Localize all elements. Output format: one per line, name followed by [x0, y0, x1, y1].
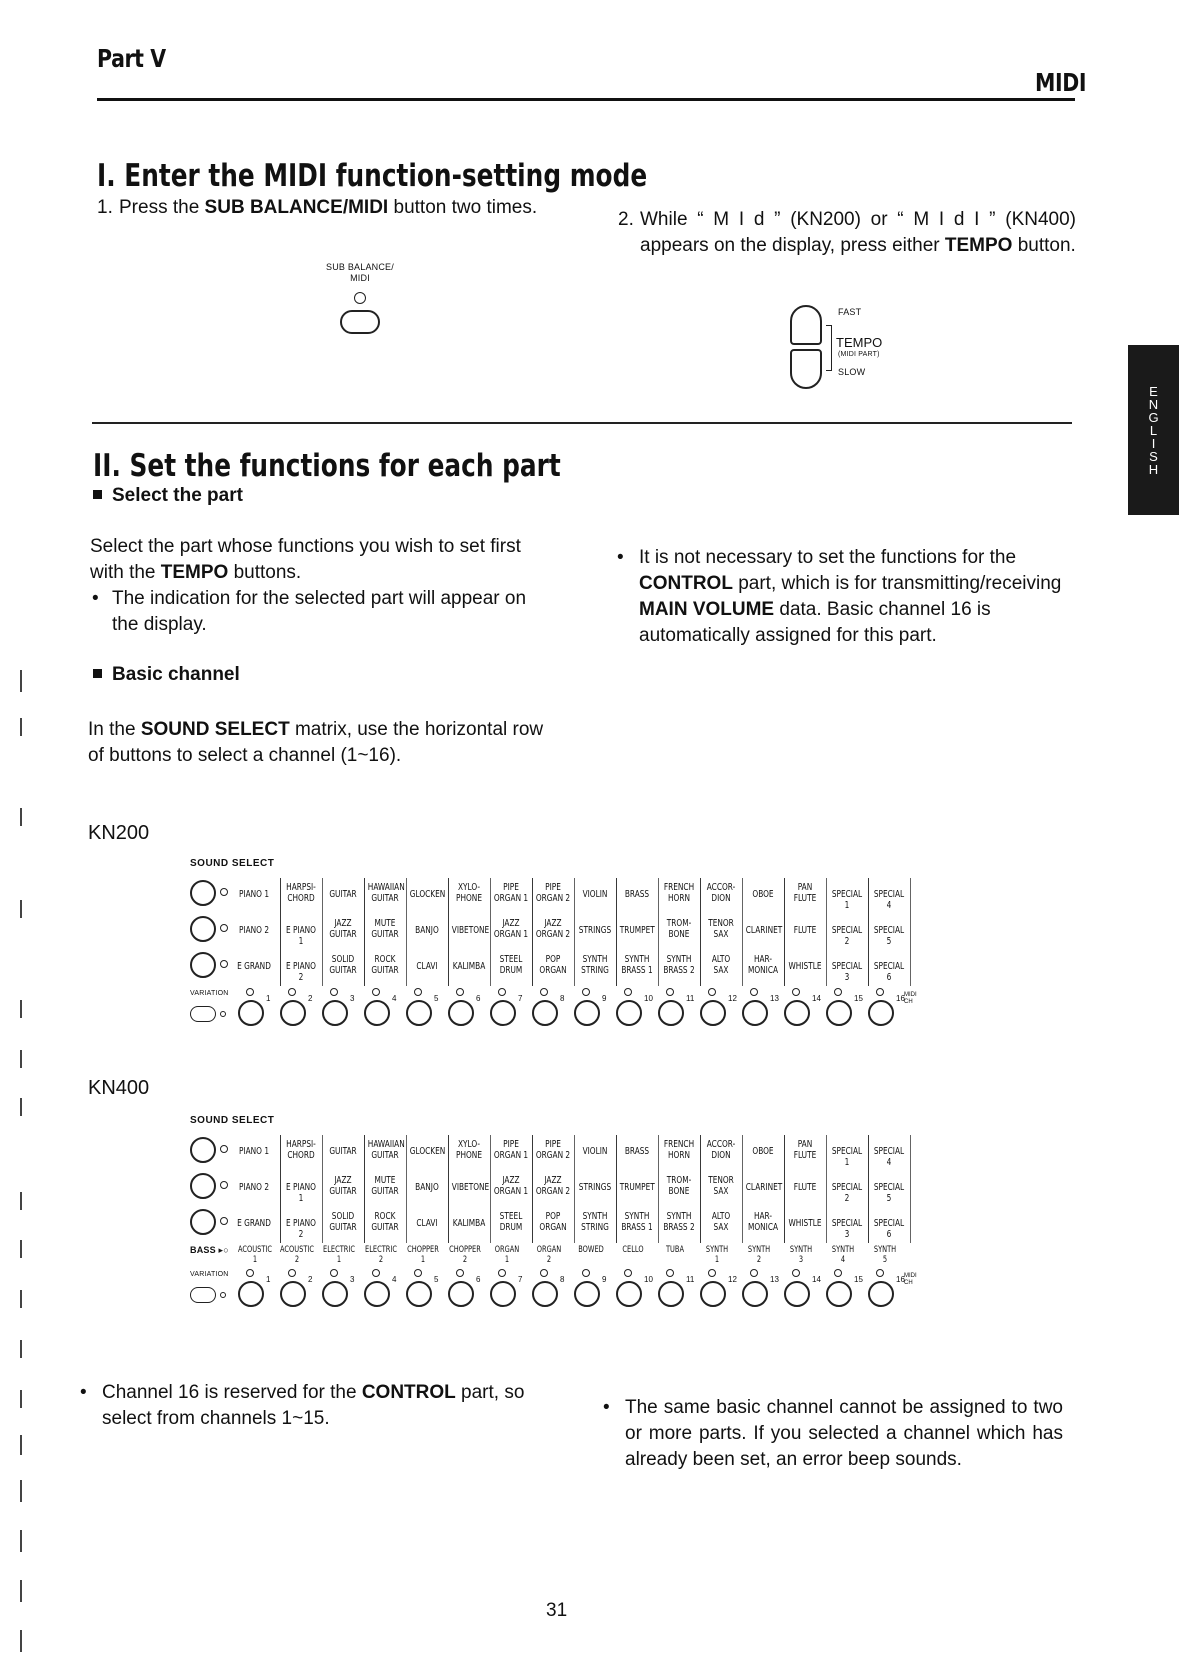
tempo-button-diagram: FAST TEMPO (MIDI PART) SLOW: [790, 305, 930, 400]
bass-voice-label: ORGAN 1: [494, 1245, 520, 1265]
channel-button[interactable]: [406, 1281, 432, 1307]
section-label: MIDI: [1035, 68, 1087, 97]
column-divider: [616, 878, 617, 986]
tempo-slow-button[interactable]: [790, 349, 822, 389]
voice-label: JAZZ GUITAR: [329, 1175, 357, 1197]
channel-led-icon: [288, 1269, 296, 1277]
voice-label: KALIMBA: [452, 1218, 486, 1229]
variation-button[interactable]: [190, 1006, 216, 1022]
side-tab-letter: E: [1149, 384, 1158, 399]
voice-label: MUTE GUITAR: [371, 1175, 399, 1197]
row-voice-label: PIANO 2: [238, 1182, 270, 1193]
side-tab-letter: L: [1149, 423, 1158, 438]
column-divider: [448, 1135, 449, 1243]
voice-label: PAN FLUTE: [793, 882, 817, 904]
channel-button[interactable]: [532, 1000, 558, 1026]
sound-select-label: SOUND SELECT: [190, 858, 275, 869]
channel-led-icon: [414, 988, 422, 996]
channel-button[interactable]: [490, 1000, 516, 1026]
part-label: Part V: [97, 44, 166, 73]
section1-title: I. Enter the MIDI function-setting mode: [97, 158, 648, 194]
channel-button[interactable]: [826, 1281, 852, 1307]
channel-number: 6: [476, 994, 481, 1003]
column-divider: [658, 1135, 659, 1243]
voice-label: SPECIAL 5: [873, 1182, 905, 1204]
voice-label: STEEL DRUM: [499, 954, 523, 976]
variation-led-icon: [220, 1011, 226, 1017]
voice-label: BANJO: [415, 925, 439, 936]
column-divider: [406, 1135, 407, 1243]
voice-label: ALTO SAX: [711, 1211, 731, 1233]
voice-label: SYNTH STRING: [581, 1211, 609, 1233]
side-tab-letter: S: [1149, 449, 1158, 464]
bass-voice-label: CHOPPER 2: [449, 1245, 481, 1265]
channel-led-icon: [456, 1269, 464, 1277]
row-led-icon: [220, 888, 228, 896]
row-led-icon: [220, 1181, 228, 1189]
page-number: 31: [546, 1600, 568, 1621]
channel-button[interactable]: [280, 1000, 306, 1026]
voice-label: PAN FLUTE: [793, 1139, 817, 1161]
channel-number: 16: [896, 994, 905, 1003]
bass-voice-label: SYNTH 5: [873, 1245, 897, 1265]
voice-label: PIPE ORGAN 1: [493, 882, 529, 904]
voice-label: ACCOR- DION: [706, 1139, 736, 1161]
channel-led-icon: [834, 1269, 842, 1277]
channel-button[interactable]: [700, 1000, 726, 1026]
column-divider: [574, 878, 575, 986]
sound-row-button[interactable]: [190, 952, 216, 978]
channel-button[interactable]: [658, 1000, 684, 1026]
channel-button[interactable]: [406, 1000, 432, 1026]
bass-voice-label: SYNTH 2: [747, 1245, 771, 1265]
voice-label: SPECIAL 4: [873, 1146, 905, 1168]
column-divider: [322, 1135, 323, 1243]
column-divider: [490, 1135, 491, 1243]
column-divider: [322, 878, 323, 986]
channel-led-icon: [666, 1269, 674, 1277]
voice-label: JAZZ GUITAR: [329, 918, 357, 940]
channel-led-icon: [456, 988, 464, 996]
bass-voice-label: SYNTH 4: [831, 1245, 855, 1265]
voice-label: SPECIAL 2: [831, 925, 863, 947]
channel-number: 1: [266, 1275, 271, 1284]
column-divider: [658, 878, 659, 986]
channel-button[interactable]: [742, 1281, 768, 1307]
voice-label: FRENCH HORN: [663, 882, 695, 904]
voice-label: SPECIAL 4: [873, 889, 905, 911]
voice-label: BANJO: [415, 1182, 439, 1193]
channel-button[interactable]: [574, 1281, 600, 1307]
voice-label: TRUMPET: [619, 925, 655, 936]
channel-number: 2: [308, 994, 313, 1003]
sub-balance-midi-button-diagram: SUB BALANCE/ MIDI: [300, 262, 420, 334]
channel-number: 14: [812, 994, 821, 1003]
voice-label: ROCK GUITAR: [371, 1211, 399, 1233]
midi-ch-label: MIDI CH: [904, 1273, 917, 1286]
channel-number: 12: [728, 1275, 737, 1284]
column-divider: [280, 878, 281, 986]
channel-number: 9: [602, 1275, 607, 1284]
voice-label: SPECIAL 5: [873, 925, 905, 947]
bass-voice-label: TUBA: [665, 1245, 685, 1255]
voice-label: HARPSI- CHORD: [286, 882, 316, 904]
voice-label: JAZZ ORGAN 1: [493, 918, 529, 940]
channel-led-icon: [246, 1269, 254, 1277]
voice-label: SYNTH STRING: [581, 954, 609, 976]
voice-label: E PIANO 2: [285, 961, 316, 983]
voice-label: XYLO- PHONE: [456, 882, 482, 904]
channel-led-icon: [750, 988, 758, 996]
channel-led-icon: [624, 988, 632, 996]
channel-number: 11: [686, 1275, 695, 1284]
voice-label: SPECIAL 6: [873, 961, 905, 983]
voice-label: SYNTH BRASS 2: [663, 1211, 695, 1233]
channel-led-icon: [540, 988, 548, 996]
channel-number: 5: [434, 994, 439, 1003]
row-led-icon: [220, 960, 228, 968]
channel-button[interactable]: [238, 1000, 264, 1026]
column-divider: [490, 878, 491, 986]
channel-number: 10: [644, 994, 653, 1003]
column-divider: [868, 1135, 869, 1243]
column-divider: [826, 878, 827, 986]
voice-label: VIBETONE: [451, 925, 490, 936]
voice-label: STEEL DRUM: [499, 1211, 523, 1233]
row-led-icon: [220, 1217, 228, 1225]
voice-label: TRUMPET: [619, 1182, 655, 1193]
channel-led-icon: [288, 988, 296, 996]
channel-led-icon: [330, 1269, 338, 1277]
channel-button[interactable]: [658, 1281, 684, 1307]
channel-number: 16: [896, 1275, 905, 1284]
variation-button[interactable]: [190, 1287, 216, 1303]
voice-label: ROCK GUITAR: [371, 954, 399, 976]
voice-label: CLARINET: [745, 1182, 783, 1193]
channel16-note: • Channel 16 is reserved for the CONTROL part, so select from channels 1~15.: [80, 1382, 525, 1429]
voice-label: STRINGS: [578, 1182, 612, 1193]
column-divider: [532, 878, 533, 986]
channel-led-icon: [708, 1269, 716, 1277]
voice-label: MUTE GUITAR: [371, 918, 399, 940]
voice-label: GLOCKEN: [409, 1146, 446, 1157]
column-divider: [364, 878, 365, 986]
voice-label: HAR- MONICA: [747, 1211, 779, 1233]
kn200-label: KN200: [88, 822, 150, 844]
voice-label: CLAVI: [416, 961, 438, 972]
voice-label: TENOR SAX: [708, 1175, 734, 1197]
side-tab-letter: H: [1148, 462, 1159, 477]
kn400-sound-select-panel: [190, 1115, 990, 1345]
row-voice-label: PIANO 2: [238, 925, 270, 936]
voice-label: ALTO SAX: [711, 954, 731, 976]
channel-button[interactable]: [238, 1281, 264, 1307]
channel-number: 13: [770, 994, 779, 1003]
side-tab-letter: I: [1151, 436, 1156, 451]
select-part-text: Select the part whose functions you wish to set first with the TEMPO buttons. • The indication for the selected part will appear on the display.: [90, 536, 527, 635]
column-divider: [910, 878, 911, 986]
row-led-icon: [220, 924, 228, 932]
voice-label: OBOE: [752, 1146, 774, 1157]
channel-button[interactable]: [784, 1000, 810, 1026]
voice-label: ACCOR- DION: [706, 882, 736, 904]
voice-label: E PIANO 1: [285, 1182, 316, 1204]
voice-label: HAWAIIAN GUITAR: [367, 882, 405, 904]
channel-number: 14: [812, 1275, 821, 1284]
channel-button[interactable]: [784, 1281, 810, 1307]
bass-voice-label: SYNTH 1: [705, 1245, 729, 1265]
voice-label: OBOE: [752, 889, 774, 900]
voice-label: HARPSI- CHORD: [286, 1139, 316, 1161]
voice-label: SPECIAL 1: [831, 1146, 863, 1168]
channel-led-icon: [792, 988, 800, 996]
header-rule: [97, 98, 1075, 101]
bass-voice-label: CELLO: [622, 1245, 644, 1255]
channel-led-icon: [624, 1269, 632, 1277]
voice-label: SPECIAL 2: [831, 1182, 863, 1204]
control-part-note: • It is not necessary to set the functions for the CONTROL part, which is for transmitting/receiving MAIN VOLUME data. Basic channel 16 is automatically assigned for this part.: [617, 547, 1062, 646]
voice-label: JAZZ ORGAN 2: [535, 1175, 571, 1197]
bass-voice-label: ACOUSTIC 1: [237, 1245, 273, 1265]
column-divider: [826, 1135, 827, 1243]
voice-label: SPECIAL 3: [831, 961, 863, 983]
voice-label: VIOLIN: [582, 1146, 608, 1157]
voice-label: SOLID GUITAR: [329, 954, 357, 976]
channel-led-icon: [330, 988, 338, 996]
channel-button[interactable]: [322, 1000, 348, 1026]
voice-label: GUITAR: [329, 1146, 357, 1157]
variation-label: VARIATION: [190, 990, 229, 997]
row-voice-label: PIANO 1: [238, 889, 270, 900]
channel-number: 15: [854, 994, 863, 1003]
voice-label: CLARINET: [745, 925, 783, 936]
voice-label: FLUTE: [793, 925, 817, 936]
voice-label: SPECIAL 6: [873, 1218, 905, 1240]
channel-button[interactable]: [700, 1281, 726, 1307]
channel-number: 7: [518, 994, 523, 1003]
channel-number: 12: [728, 994, 737, 1003]
channel-number: 4: [392, 994, 397, 1003]
basic-channel-heading: Basic channel: [93, 664, 240, 686]
voice-label: POP ORGAN: [539, 1211, 567, 1233]
column-divider: [616, 1135, 617, 1243]
voice-label: FRENCH HORN: [663, 1139, 695, 1161]
column-divider: [406, 878, 407, 986]
voice-label: JAZZ ORGAN 2: [535, 918, 571, 940]
sound-row-button[interactable]: [190, 880, 216, 906]
bass-label: BASS ▸○: [190, 1245, 229, 1255]
channel-led-icon: [834, 988, 842, 996]
voice-label: GUITAR: [329, 889, 357, 900]
column-divider: [532, 1135, 533, 1243]
channel-button[interactable]: [490, 1281, 516, 1307]
voice-label: XYLO- PHONE: [456, 1139, 482, 1161]
voice-label: TENOR SAX: [708, 918, 734, 940]
channel-led-icon: [876, 1269, 884, 1277]
channel-number: 8: [560, 994, 565, 1003]
section-divider: [92, 422, 1072, 424]
sound-row-button[interactable]: [190, 1173, 216, 1199]
sound-select-label: SOUND SELECT: [190, 1115, 275, 1126]
voice-label: SOLID GUITAR: [329, 1211, 357, 1233]
sub-balance-midi-button[interactable]: [340, 310, 380, 334]
bass-voice-label: ELECTRIC 1: [322, 1245, 355, 1265]
duplicate-channel-note: • The same basic channel cannot be assigned to two or more parts. If you selected a channel which has already been set, an error beep sounds.: [603, 1397, 1063, 1470]
channel-led-icon: [666, 988, 674, 996]
step2: 2. While “ M I d ” (KN200) or “ M I d I ” (KN400) appears on the display, press either TEMPO button.: [618, 209, 1076, 256]
voice-label: SPECIAL 1: [831, 889, 863, 911]
kn200-sound-select-panel: [190, 858, 990, 1058]
column-divider: [910, 1135, 911, 1243]
channel-number: 15: [854, 1275, 863, 1284]
channel-button[interactable]: [616, 1000, 642, 1026]
voice-label: FLUTE: [793, 1182, 817, 1193]
voice-label: SYNTH BRASS 1: [621, 1211, 653, 1233]
channel-led-icon: [708, 988, 716, 996]
voice-label: WHISTLE: [788, 1218, 822, 1229]
channel-button[interactable]: [742, 1000, 768, 1026]
channel-button[interactable]: [868, 1000, 894, 1026]
channel-number: 2: [308, 1275, 313, 1284]
channel-number: 5: [434, 1275, 439, 1284]
channel-button[interactable]: [616, 1281, 642, 1307]
side-tab-letter: G: [1148, 410, 1159, 425]
channel-led-icon: [750, 1269, 758, 1277]
channel-number: 3: [350, 994, 355, 1003]
column-divider: [448, 878, 449, 986]
voice-label: TROM- BONE: [666, 1175, 692, 1197]
bass-voice-label: CHOPPER 1: [407, 1245, 439, 1265]
row-led-icon: [220, 1145, 228, 1153]
basic-channel-text: In the SOUND SELECT matrix, use the horizontal row of buttons to select a channel (1~16).: [88, 719, 544, 766]
variation-label: VARIATION: [190, 1271, 229, 1278]
column-divider: [280, 1135, 281, 1243]
channel-button[interactable]: [574, 1000, 600, 1026]
bass-voice-label: ELECTRIC 2: [364, 1245, 397, 1265]
channel-led-icon: [792, 1269, 800, 1277]
channel-led-icon: [246, 988, 254, 996]
voice-label: CLAVI: [416, 1218, 438, 1229]
voice-label: VIOLIN: [582, 889, 608, 900]
bass-voice-label: ORGAN 2: [536, 1245, 562, 1265]
sound-row-button[interactable]: [190, 916, 216, 942]
voice-label: PIPE ORGAN 2: [535, 1139, 571, 1161]
channel-button[interactable]: [364, 1281, 390, 1307]
channel-number: 11: [686, 994, 695, 1003]
channel-led-icon: [414, 1269, 422, 1277]
channel-number: 9: [602, 994, 607, 1003]
variation-led-icon: [220, 1292, 226, 1298]
voice-label: SYNTH BRASS 2: [663, 954, 695, 976]
row-voice-label: E GRAND: [237, 1218, 271, 1229]
channel-number: 4: [392, 1275, 397, 1284]
voice-label: SYNTH BRASS 1: [621, 954, 653, 976]
row-voice-label: E GRAND: [237, 961, 271, 972]
side-tab-letter: N: [1148, 397, 1159, 412]
channel-button[interactable]: [448, 1281, 474, 1307]
midi-ch-label: MIDI CH: [904, 992, 917, 1005]
channel-led-icon: [582, 1269, 590, 1277]
sound-row-button[interactable]: [190, 1209, 216, 1235]
voice-label: SPECIAL 3: [831, 1218, 863, 1240]
column-divider: [700, 1135, 701, 1243]
channel-number: 8: [560, 1275, 565, 1284]
bass-voice-label: ACOUSTIC 2: [279, 1245, 315, 1265]
column-divider: [700, 878, 701, 986]
select-part-heading: Select the part: [93, 485, 243, 507]
voice-label: PIPE ORGAN 2: [535, 882, 571, 904]
channel-button[interactable]: [448, 1000, 474, 1026]
column-divider: [742, 878, 743, 986]
channel-led-icon: [372, 1269, 380, 1277]
voice-label: GLOCKEN: [409, 889, 446, 900]
channel-led-icon: [540, 1269, 548, 1277]
channel-number: 7: [518, 1275, 523, 1284]
voice-label: JAZZ ORGAN 1: [493, 1175, 529, 1197]
voice-label: TROM- BONE: [666, 918, 692, 940]
english-side-tab: [1128, 345, 1179, 515]
channel-button[interactable]: [280, 1281, 306, 1307]
voice-label: PIPE ORGAN 1: [493, 1139, 529, 1161]
channel-number: 3: [350, 1275, 355, 1284]
indicator-led-icon: [354, 292, 366, 304]
step1: 1. Press the SUB BALANCE/MIDI button two times.: [97, 197, 538, 218]
voice-label: STRINGS: [578, 925, 612, 936]
channel-number: 13: [770, 1275, 779, 1284]
channel-led-icon: [498, 988, 506, 996]
tempo-fast-button[interactable]: [790, 305, 822, 345]
section2-title: II. Set the functions for each part: [93, 448, 561, 484]
kn400-label: KN400: [88, 1077, 150, 1099]
channel-led-icon: [876, 988, 884, 996]
channel-button[interactable]: [364, 1000, 390, 1026]
voice-label: WHISTLE: [788, 961, 822, 972]
channel-number: 1: [266, 994, 271, 1003]
voice-label: E PIANO 2: [285, 1218, 316, 1240]
channel-led-icon: [372, 988, 380, 996]
voice-label: BRASS: [624, 1146, 650, 1157]
channel-led-icon: [582, 988, 590, 996]
row-voice-label: PIANO 1: [238, 1146, 270, 1157]
voice-label: VIBETONE: [451, 1182, 490, 1193]
voice-label: HAWAIIAN GUITAR: [367, 1139, 405, 1161]
channel-button[interactable]: [868, 1281, 894, 1307]
column-divider: [784, 878, 785, 986]
sound-row-button[interactable]: [190, 1137, 216, 1163]
voice-label: BRASS: [624, 889, 650, 900]
voice-label: POP ORGAN: [539, 954, 567, 976]
voice-label: E PIANO 1: [285, 925, 316, 947]
column-divider: [868, 878, 869, 986]
bass-voice-label: SYNTH 3: [789, 1245, 813, 1265]
bass-voice-label: BOWED: [578, 1245, 604, 1255]
voice-label: HAR- MONICA: [747, 954, 779, 976]
channel-number: 10: [644, 1275, 653, 1284]
channel-button[interactable]: [826, 1000, 852, 1026]
column-divider: [742, 1135, 743, 1243]
channel-number: 6: [476, 1275, 481, 1284]
channel-led-icon: [498, 1269, 506, 1277]
channel-button[interactable]: [322, 1281, 348, 1307]
column-divider: [364, 1135, 365, 1243]
voice-label: KALIMBA: [452, 961, 486, 972]
channel-button[interactable]: [532, 1281, 558, 1307]
column-divider: [574, 1135, 575, 1243]
column-divider: [784, 1135, 785, 1243]
